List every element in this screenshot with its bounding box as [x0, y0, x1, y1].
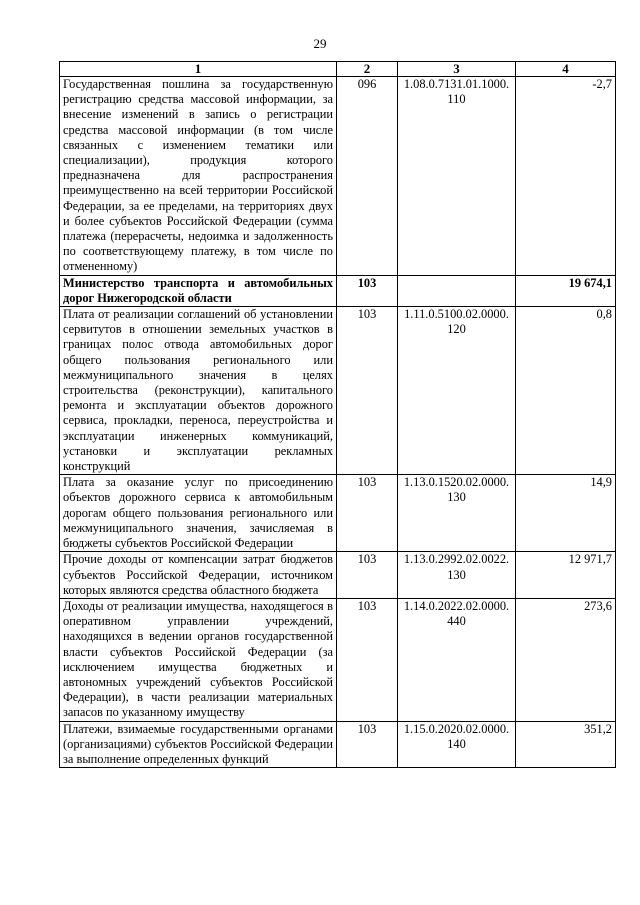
- admin-code-cell: 103: [337, 552, 398, 599]
- budget-code-cell: 1.15.0.2020.02.0000. 140: [398, 721, 516, 768]
- revenue-name-cell: Платежи, взимаемые государственными органами (организациями) субъектов Российской Федерации за выполнение определенных функций: [60, 721, 337, 768]
- amount-cell: 14,9: [516, 475, 616, 552]
- table-body: [60, 77, 616, 768]
- table-row: [60, 275, 616, 306]
- revenue-table: [59, 61, 616, 768]
- revenue-name-cell: Плата за оказание услуг по присоединению объектов дорожного сервиса к автомобильным дорогам общего пользования регионального или межмуниципального значения, зачисляемая в бюджеты субъектов Российской Федерации: [60, 475, 337, 552]
- budget-code-cell: 1.08.0.7131.01.1000. 110: [398, 77, 516, 276]
- budget-code-cell: 1.11.0.5100.02.0000. 120: [398, 307, 516, 475]
- admin-code-cell: 103: [337, 275, 398, 306]
- admin-code-cell: 103: [337, 598, 398, 721]
- column-header-3: 3: [398, 62, 516, 77]
- table-row: [60, 598, 616, 721]
- column-header-2: 2: [337, 62, 398, 77]
- page-number: 29: [313, 36, 327, 51]
- admin-code-cell: 103: [337, 307, 398, 475]
- table-row: [60, 307, 616, 475]
- budget-code-cell: 1.14.0.2022.02.0000. 440: [398, 598, 516, 721]
- revenue-name-cell: Плата от реализации соглашений об установлении сервитутов в отношении земельных участков в границах полос отвода автомобильных дорог общего пользования регионального или межмуниципального значения в целях строительства (реконструкции), капитального ремонта и эксплуатации объектов дорожного сервиса, прокладки, переноса, переустройства и эксплуатации инженерных коммуникаций, установки и эксплуатации рекламных конструкций: [60, 307, 337, 475]
- amount-cell: 19 674,1: [516, 275, 616, 306]
- admin-code-cell: 096: [337, 77, 398, 276]
- revenue-name-cell: Министерство транспорта и автомобильных дорог Нижегородской области: [60, 275, 337, 306]
- table-header-row: [60, 62, 616, 77]
- budget-code-cell: [398, 275, 516, 306]
- column-header-1: 1: [60, 62, 337, 77]
- revenue-name-cell: Прочие доходы от компенсации затрат бюджетов субъектов Российской Федерации, источником которых являются средства областного бюджета: [60, 552, 337, 599]
- column-header-4: 4: [516, 62, 616, 77]
- budget-code-cell: 1.13.0.1520.02.0000. 130: [398, 475, 516, 552]
- amount-cell: 0,8: [516, 307, 616, 475]
- table-row: [60, 475, 616, 552]
- revenue-name-cell: Государственная пошлина за государственную регистрацию средства массовой информации, за внесение изменений в запись о регистрации средства массовой информации (в том числе связанных с изменением тематики или специализации), продукция которого предназначена для распространения преимущественно на всей территории Российской Федерации, за ее пределами, на территориях двух и более субъектов Российской Федерации (сумма платежа (перерасчеты, недоимка и задолженность по соответствующему платежу, в том числе по отмененному): [60, 77, 337, 276]
- table-row: [60, 552, 616, 599]
- budget-code-cell: 1.13.0.2992.02.0022. 130: [398, 552, 516, 599]
- revenue-name-cell: Доходы от реализации имущества, находящегося в оперативном управлении учреждений, находящихся в ведении органов государственной власти субъектов Российской Федерации (за исключением имущества бюджетных и автономных учреждений субъектов Российской Федерации), в части реализации материальных запасов по указанному имуществу: [60, 598, 337, 721]
- amount-cell: 351,2: [516, 721, 616, 768]
- table-row: [60, 77, 616, 276]
- amount-cell: 273,6: [516, 598, 616, 721]
- amount-cell: 12 971,7: [516, 552, 616, 599]
- amount-cell: -2,7: [516, 77, 616, 276]
- table-row: [60, 721, 616, 768]
- admin-code-cell: 103: [337, 721, 398, 768]
- admin-code-cell: 103: [337, 475, 398, 552]
